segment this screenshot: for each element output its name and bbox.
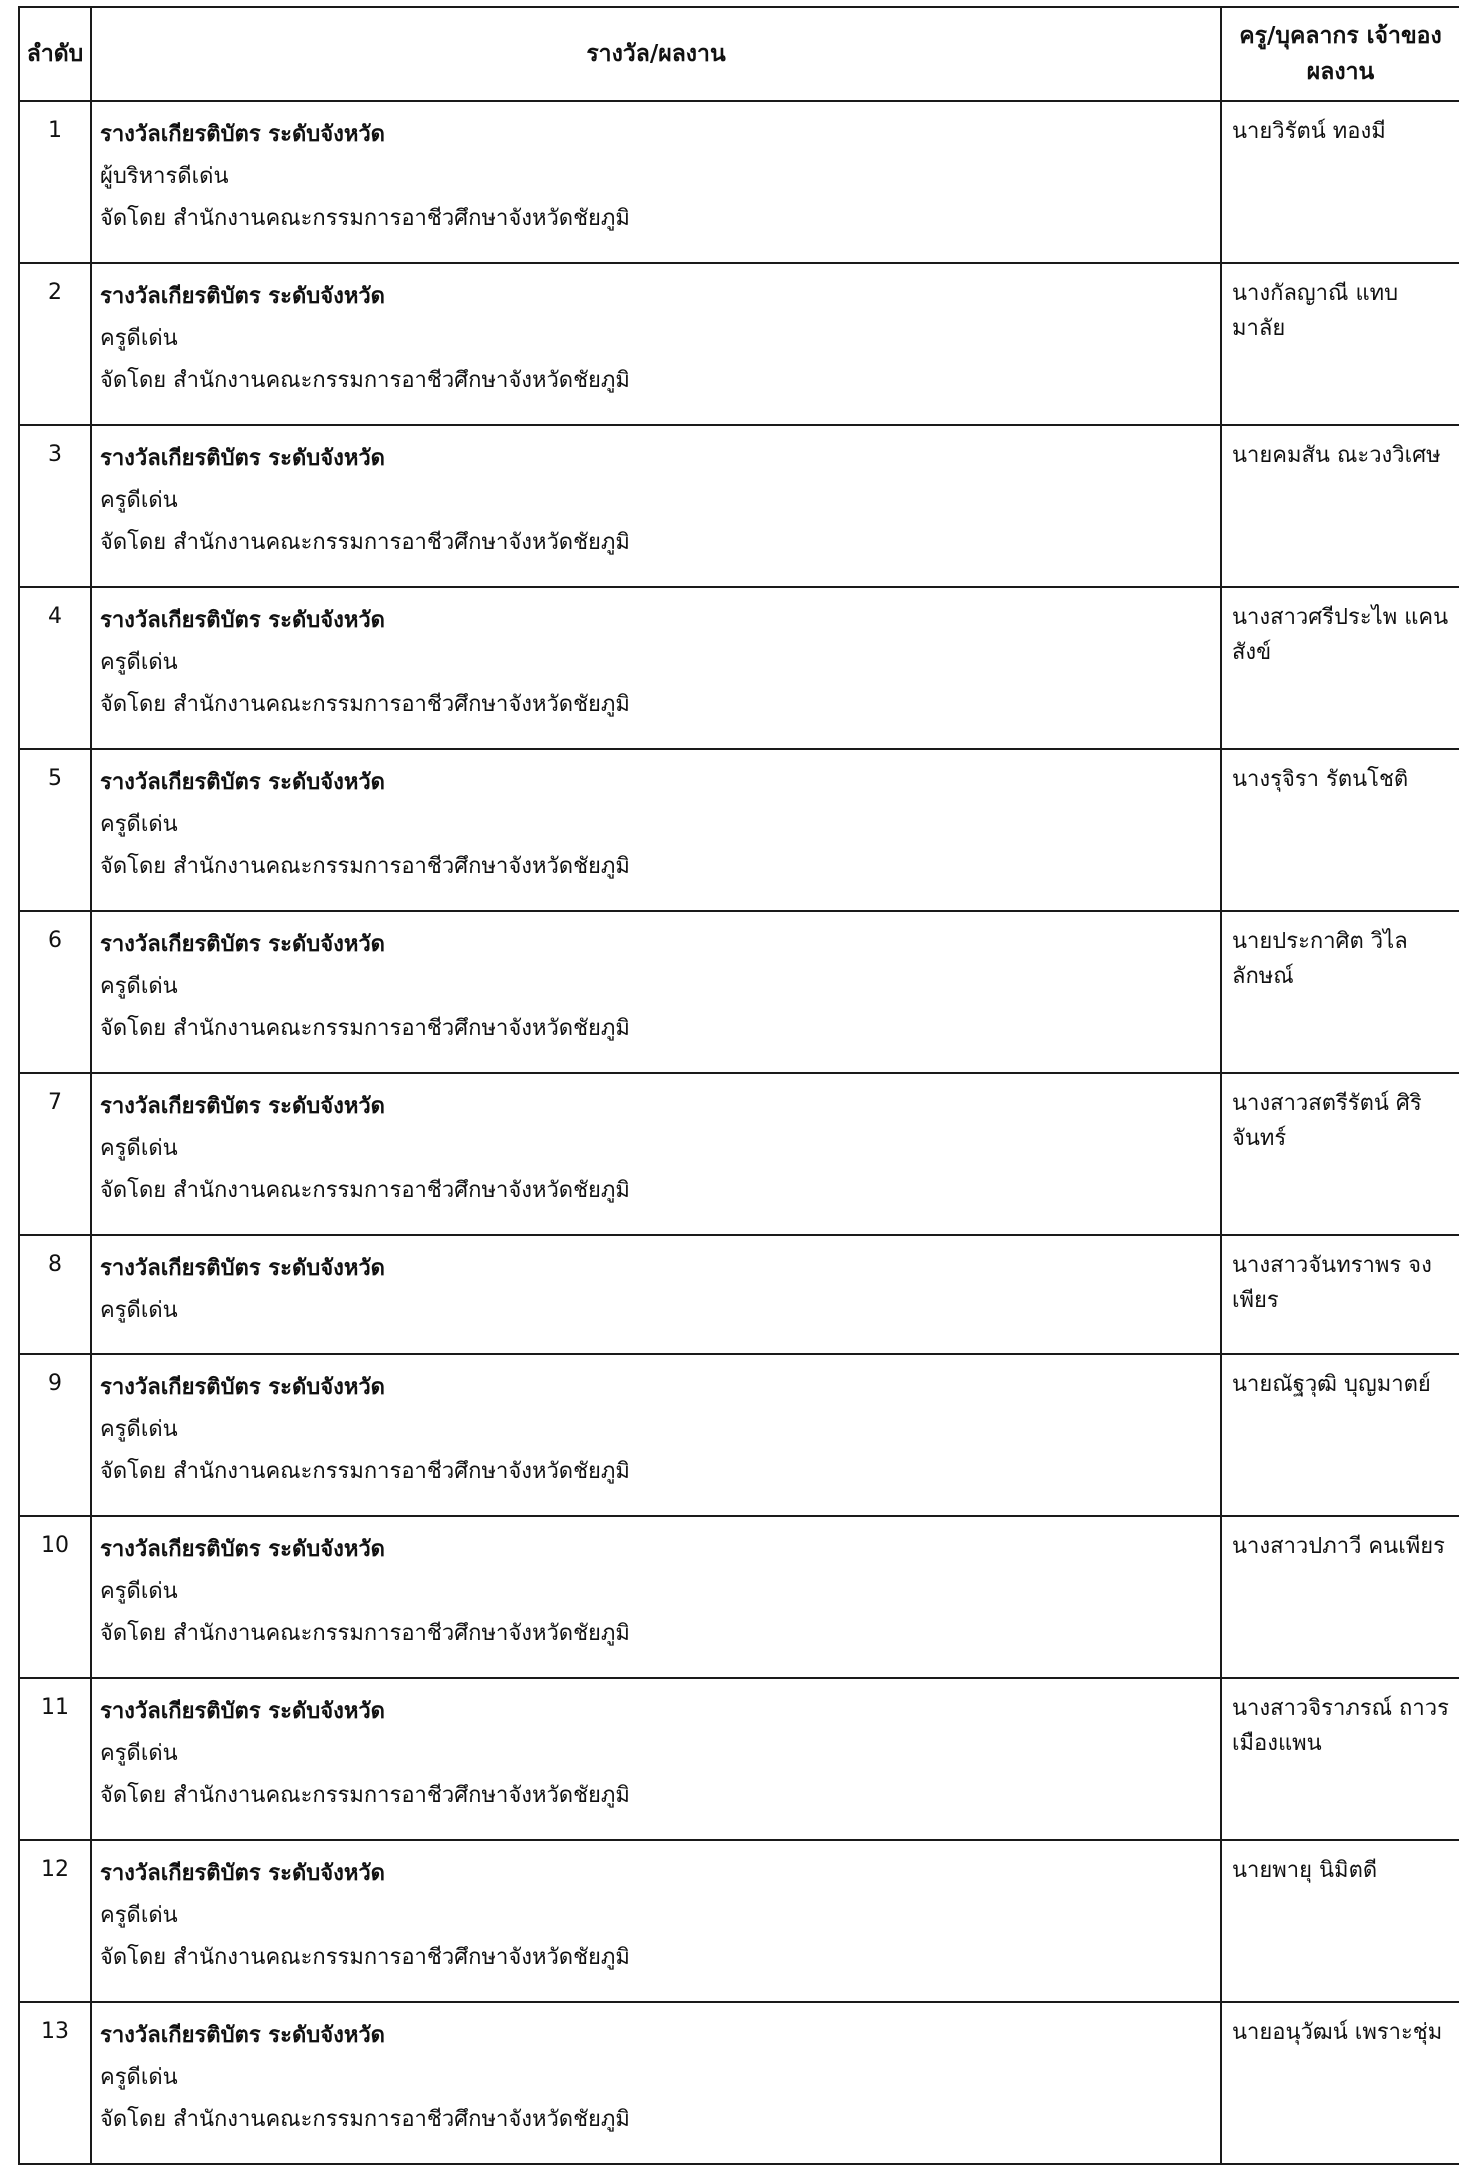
- award-organizer: จัดโดย สำนักงานคณะกรรมการอาชีวศึกษาจังหวัดชัยภูมิ: [100, 854, 630, 879]
- table-row: [19, 1678, 1459, 1840]
- award-category: ครูดีเด่น: [100, 1298, 178, 1323]
- owner-name: นายณัฐวุฒิ บุญมาตย์: [1221, 1354, 1459, 1516]
- row-number: 1: [19, 101, 91, 263]
- header-award: รางวัล/ผลงาน: [91, 7, 1221, 101]
- table-body: [19, 101, 1459, 2164]
- row-number: 10: [19, 1516, 91, 1678]
- award-cell: [91, 1235, 1221, 1354]
- owner-name: นายคมสัน ณะวงวิเศษ: [1221, 425, 1459, 587]
- award-cell: [91, 1073, 1221, 1235]
- award-category: ครูดีเด่น: [100, 488, 178, 513]
- row-number: 5: [19, 749, 91, 911]
- owner-name: นางสาวสตรีรัตน์ ศิริจันทร์: [1221, 1073, 1459, 1235]
- award-organizer: จัดโดย สำนักงานคณะกรรมการอาชีวศึกษาจังหวัดชัยภูมิ: [100, 368, 630, 393]
- owner-name: นายอนุวัฒน์ เพราะชุ่ม: [1221, 2002, 1459, 2164]
- table-row: [19, 101, 1459, 263]
- owner-name: นางสาวจิราภรณ์ ถาวรเมืองแพน: [1221, 1678, 1459, 1840]
- table-row: [19, 1354, 1459, 1516]
- award-category: ครูดีเด่น: [100, 2065, 178, 2090]
- owner-name: นายประกาศิต วิไลลักษณ์: [1221, 911, 1459, 1073]
- table-row: [19, 1840, 1459, 2002]
- award-organizer: จัดโดย สำนักงานคณะกรรมการอาชีวศึกษาจังหวัดชัยภูมิ: [100, 1016, 630, 1041]
- award-title: รางวัลเกียรติบัตร ระดับจังหวัด: [100, 1537, 385, 1562]
- award-category: ครูดีเด่น: [100, 1136, 178, 1161]
- award-cell: [91, 587, 1221, 749]
- header-row: [19, 7, 1459, 101]
- award-title: รางวัลเกียรติบัตร ระดับจังหวัด: [100, 1375, 385, 1400]
- table-row: [19, 587, 1459, 749]
- row-number: 13: [19, 2002, 91, 2164]
- award-organizer: จัดโดย สำนักงานคณะกรรมการอาชีวศึกษาจังหวัดชัยภูมิ: [100, 1945, 630, 1970]
- table-row: [19, 263, 1459, 425]
- award-title: รางวัลเกียรติบัตร ระดับจังหวัด: [100, 1256, 385, 1281]
- award-category: ครูดีเด่น: [100, 1741, 178, 1766]
- award-title: รางวัลเกียรติบัตร ระดับจังหวัด: [100, 284, 385, 309]
- owner-name: นางสาวปภาวี คนเพียร: [1221, 1516, 1459, 1678]
- award-title: รางวัลเกียรติบัตร ระดับจังหวัด: [100, 608, 385, 633]
- award-title: รางวัลเกียรติบัตร ระดับจังหวัด: [100, 2023, 385, 2048]
- table-row: [19, 1516, 1459, 1678]
- row-number: 2: [19, 263, 91, 425]
- award-organizer: จัดโดย สำนักงานคณะกรรมการอาชีวศึกษาจังหวัดชัยภูมิ: [100, 2107, 630, 2132]
- award-category: ครูดีเด่น: [100, 650, 178, 675]
- award-title: รางวัลเกียรติบัตร ระดับจังหวัด: [100, 1094, 385, 1119]
- row-number: 3: [19, 425, 91, 587]
- table-row: [19, 1073, 1459, 1235]
- row-number: 11: [19, 1678, 91, 1840]
- award-title: รางวัลเกียรติบัตร ระดับจังหวัด: [100, 1699, 385, 1724]
- award-organizer: จัดโดย สำนักงานคณะกรรมการอาชีวศึกษาจังหวัดชัยภูมิ: [100, 1178, 630, 1203]
- owner-name: นายวิรัตน์ ทองมี: [1221, 101, 1459, 263]
- table-row: [19, 1235, 1459, 1354]
- award-cell: [91, 425, 1221, 587]
- table-row: [19, 911, 1459, 1073]
- award-organizer: จัดโดย สำนักงานคณะกรรมการอาชีวศึกษาจังหวัดชัยภูมิ: [100, 530, 630, 555]
- table-row: [19, 749, 1459, 911]
- row-number: 7: [19, 1073, 91, 1235]
- row-number: 9: [19, 1354, 91, 1516]
- award-category: ครูดีเด่น: [100, 1417, 178, 1442]
- table-row: [19, 2002, 1459, 2164]
- award-title: รางวัลเกียรติบัตร ระดับจังหวัด: [100, 446, 385, 471]
- award-cell: [91, 263, 1221, 425]
- award-cell: [91, 2002, 1221, 2164]
- row-number: 4: [19, 587, 91, 749]
- award-cell: [91, 101, 1221, 263]
- award-cell: [91, 911, 1221, 1073]
- row-number: 12: [19, 1840, 91, 2002]
- award-organizer: จัดโดย สำนักงานคณะกรรมการอาชีวศึกษาจังหวัดชัยภูมิ: [100, 1783, 630, 1808]
- award-cell: [91, 1678, 1221, 1840]
- award-document: [18, 6, 1458, 2165]
- table-row: [19, 425, 1459, 587]
- award-cell: [91, 749, 1221, 911]
- award-category: ครูดีเด่น: [100, 1579, 178, 1604]
- award-organizer: จัดโดย สำนักงานคณะกรรมการอาชีวศึกษาจังหวัดชัยภูมิ: [100, 1459, 630, 1484]
- owner-name: นางสาวศรีประไพ แคนสังข์: [1221, 587, 1459, 749]
- award-category: ครูดีเด่น: [100, 812, 178, 837]
- award-cell: [91, 1516, 1221, 1678]
- header-owner: ครู/บุคลากร เจ้าของผลงาน: [1221, 7, 1459, 101]
- award-title: รางวัลเกียรติบัตร ระดับจังหวัด: [100, 122, 385, 147]
- award-title: รางวัลเกียรติบัตร ระดับจังหวัด: [100, 770, 385, 795]
- owner-name: นางสาวจันทราพร จงเพียร: [1221, 1235, 1459, 1354]
- award-category: ครูดีเด่น: [100, 326, 178, 351]
- award-organizer: จัดโดย สำนักงานคณะกรรมการอาชีวศึกษาจังหวัดชัยภูมิ: [100, 206, 630, 231]
- award-organizer: จัดโดย สำนักงานคณะกรรมการอาชีวศึกษาจังหวัดชัยภูมิ: [100, 1621, 630, 1646]
- award-cell: [91, 1840, 1221, 2002]
- owner-name: นางรุจิรา รัตนโชติ: [1221, 749, 1459, 911]
- owner-name: นายพายุ นิมิตดี: [1221, 1840, 1459, 2002]
- award-title: รางวัลเกียรติบัตร ระดับจังหวัด: [100, 1861, 385, 1886]
- table-header: [19, 7, 1459, 101]
- award-cell: [91, 1354, 1221, 1516]
- awards-table: [18, 6, 1459, 2165]
- header-number: ลำดับ: [19, 7, 91, 101]
- row-number: 8: [19, 1235, 91, 1354]
- owner-name: นางกัลญาณี แทบมาลัย: [1221, 263, 1459, 425]
- award-category: ผู้บริหารดีเด่น: [100, 164, 229, 189]
- award-category: ครูดีเด่น: [100, 1903, 178, 1928]
- award-title: รางวัลเกียรติบัตร ระดับจังหวัด: [100, 932, 385, 957]
- award-organizer: จัดโดย สำนักงานคณะกรรมการอาชีวศึกษาจังหวัดชัยภูมิ: [100, 692, 630, 717]
- row-number: 6: [19, 911, 91, 1073]
- award-category: ครูดีเด่น: [100, 974, 178, 999]
